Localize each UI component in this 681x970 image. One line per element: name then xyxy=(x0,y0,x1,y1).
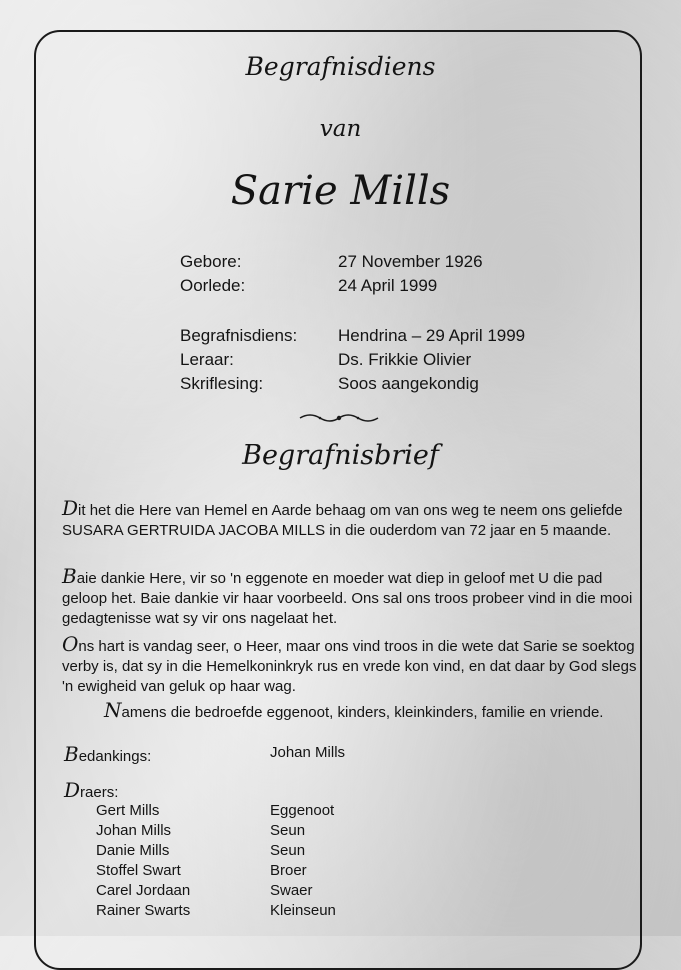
letter-paragraph-1 xyxy=(62,498,642,541)
paragraph-text: it het die Here van Hemel en Aarde behaag om van ons weg te neem ons geliefde SUSARA GERTRUIDA JACOBA MILLS in die ouderdom van 72 jaar en 5 maande. xyxy=(62,502,623,539)
drop-cap: D xyxy=(62,496,79,520)
letter-paragraph-3 xyxy=(62,634,642,697)
detail-value: Ds. Frikkie Olivier xyxy=(338,350,472,369)
pallbearer-name: Carel Jordaan xyxy=(96,882,191,899)
pallbearers-list xyxy=(96,802,496,922)
pallbearer-row xyxy=(96,882,496,902)
pallbearer-relation: Broer xyxy=(270,862,307,879)
letter-paragraph-2 xyxy=(62,566,642,629)
detail-label: Skriflesing: xyxy=(180,374,264,393)
detail-value: Soos aangekondig xyxy=(338,374,479,393)
letter-closing xyxy=(104,698,603,722)
pallbearer-row xyxy=(96,842,496,862)
closing-text: amens die bedroefde eggenoot, kinders, kleinkinders, familie en vriende. xyxy=(121,704,604,721)
drop-cap: D xyxy=(64,778,81,802)
detail-label: Begrafnisdiens: xyxy=(180,326,298,345)
detail-value: 24 April 1999 xyxy=(338,276,438,295)
van-label: van xyxy=(319,116,362,142)
detail-label: Leraar: xyxy=(180,350,234,369)
ornament-divider-icon xyxy=(298,410,380,426)
detail-label: Oorlede: xyxy=(180,276,246,295)
pallbearer-row xyxy=(96,902,496,922)
deceased-name: Sarie Mills xyxy=(230,168,451,214)
pallbearer-name: Stoffel Swart xyxy=(96,862,181,879)
detail-value: Hendrina – 29 April 1999 xyxy=(338,326,526,345)
acknowledgements-label-text: edankings: xyxy=(78,748,152,765)
pallbearer-row xyxy=(96,862,496,882)
detail-label: Gebore: xyxy=(180,252,242,271)
pallbearers-label xyxy=(64,778,118,802)
pallbearer-relation: Swaer xyxy=(270,882,313,899)
pallbearer-relation: Seun xyxy=(270,842,306,859)
pallbearer-name: Gert Mills xyxy=(96,802,160,819)
pallbearer-relation: Eggenoot xyxy=(270,802,335,819)
pallbearer-name: Rainer Swarts xyxy=(96,902,191,919)
acknowledgements-label xyxy=(64,742,151,766)
pallbearer-row xyxy=(96,802,496,822)
paragraph-text: ns hart is vandag seer, o Heer, maar ons vind troos in die wete dat Sarie se soektog verby is, dat sy in die Hemelkoninkryk rus en vrede kon vind, en dat daar by God slegs 'n ewigheid van geluk op haar wag. xyxy=(62,638,637,695)
pallbearer-relation: Seun xyxy=(270,822,306,839)
pallbearer-name: Johan Mills xyxy=(96,822,172,839)
drop-cap: O xyxy=(62,632,79,656)
pallbearer-row xyxy=(96,822,496,842)
paragraph-text: aie dankie Here, vir so 'n eggenote en moeder wat diep in geloof met U die pad geloop het. Baie dankie vir haar voorbeeld. Ons sal ons troos probeer vind in die mooi gedagtenisse wat sy vir ons nagelaat het. xyxy=(62,570,633,627)
letter-title: Begrafnisbrief xyxy=(242,440,439,471)
drop-cap: N xyxy=(104,698,122,722)
pallbearers-label-text: raers: xyxy=(80,784,119,801)
drop-cap: B xyxy=(64,742,79,766)
acknowledgements-value: Johan Mills xyxy=(270,744,346,761)
detail-value: 27 November 1926 xyxy=(338,252,483,271)
service-title: Begrafnisdiens xyxy=(245,52,436,81)
pallbearer-name: Danie Mills xyxy=(96,842,170,859)
drop-cap: B xyxy=(62,564,77,588)
pallbearer-relation: Kleinseun xyxy=(270,902,336,919)
